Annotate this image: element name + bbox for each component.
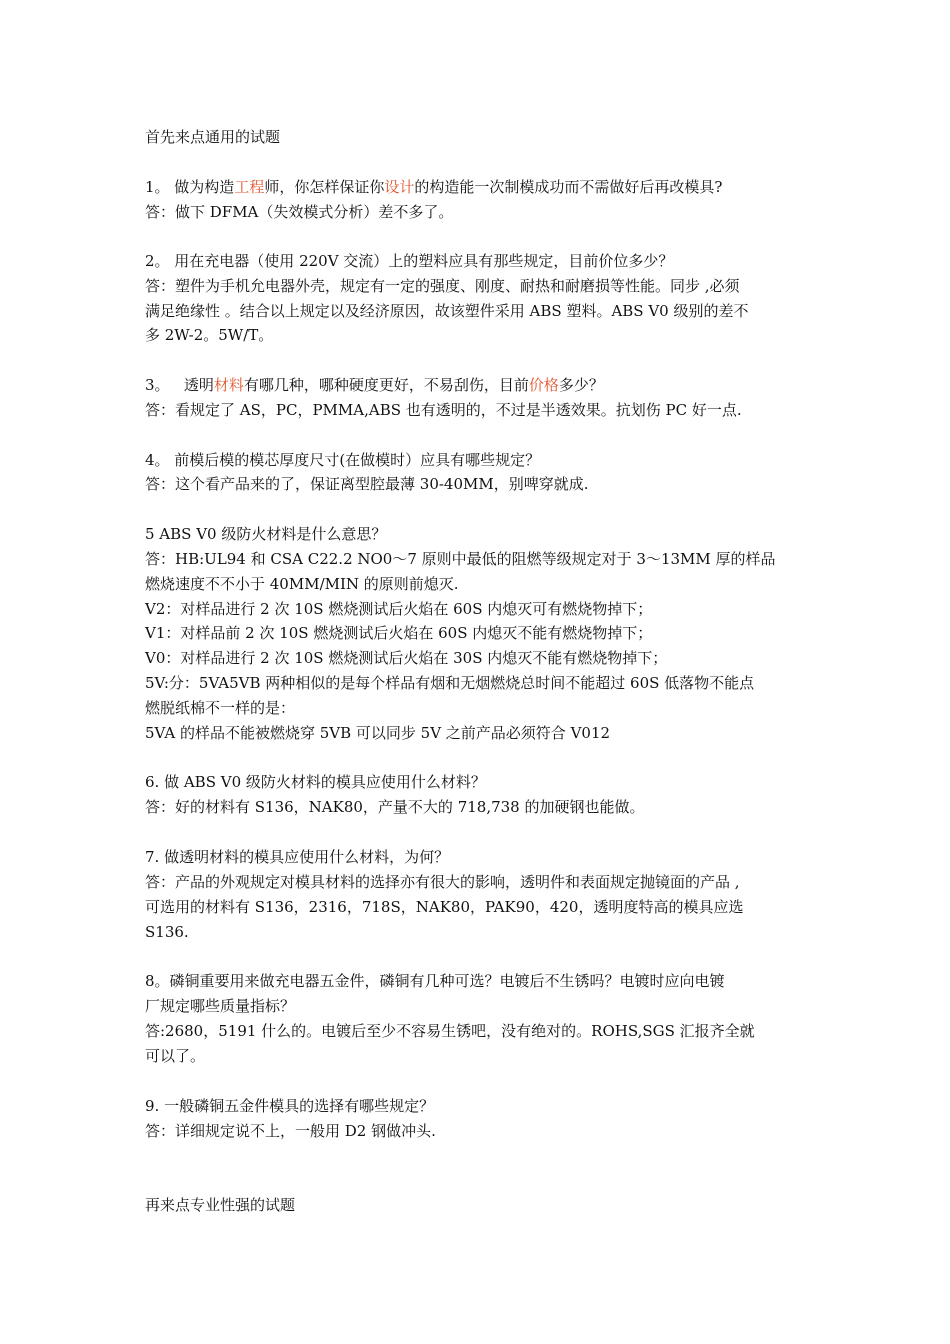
question-6: 6. 做 ABS V0 级防火材料的模具应使用什么材料？ bbox=[145, 773, 486, 791]
q3-part-3: 多少？ bbox=[558, 376, 604, 394]
question-4: 4。 前模后模的模芯厚度尺寸(在做模时）应具有哪些规定？ bbox=[145, 451, 541, 469]
q3-part-1: 3。 透明 bbox=[145, 376, 214, 394]
answer-7-line-3: S136. bbox=[145, 923, 189, 941]
question-8-line-2: 厂规定哪些质量指标？ bbox=[145, 997, 296, 1015]
answer-8-line-1: 答:2680，5191 什么的。电镀后至少不容易生锈吧，没有绝对的。ROHS,SGS 汇报齐全就 bbox=[145, 1022, 755, 1040]
answer-1: 答：做下 DFMA（失效模式分析）差不多了。 bbox=[145, 203, 454, 221]
answer-5-line-8: 5VA 的样品不能被燃烧穿 5VB 可以同步 5V 之前产品必须符合 V012 bbox=[145, 724, 611, 742]
answer-4: 答：这个看产品来的了，保证离型腔最薄 30-40MM，别啤穿就成. bbox=[145, 475, 589, 493]
answer-2-line-1: 答：塑件为手机允电器外壳，规定有一定的强度、刚度、耐热和耐磨损等性能。同步 ,必须 bbox=[145, 277, 740, 295]
answer-7-line-2: 可选用的材料有 S136，2316，718S，NAK80，PAK90，420，透明度特高的模具应选 bbox=[145, 898, 744, 916]
answer-8-line-2: 可以了。 bbox=[145, 1047, 206, 1065]
q1-part-1: 1。 做为构造 bbox=[145, 178, 235, 196]
answer-5-line-4: V1：对样品前 2 次 10S 燃烧测试后火焰在 60S 内熄灭不能有燃烧物掉下； bbox=[145, 624, 653, 642]
question-1 bbox=[145, 175, 815, 199]
answer-3: 答：看规定了 AS，PC，PMMA,ABS 也有透明的，不过是半透效果。抗划伤 PC 好一点. bbox=[145, 401, 742, 419]
question-7: 7. 做透明材料的模具应使用什么材料，为何？ bbox=[145, 848, 450, 866]
answer-7-line-1: 答：产品的外观规定对模具材料的选择亦有很大的影响，透明件和表面规定抛镜面的产品 , bbox=[145, 873, 740, 891]
question-9: 9. 一般磷铜五金件模具的选择有哪些规定？ bbox=[145, 1097, 435, 1115]
answer-5-line-5: V0：对样品进行 2 次 10S 燃烧测试后火焰在 30S 内熄灭不能有燃烧物掉下； bbox=[145, 649, 668, 667]
answer-5-line-7: 燃脱纸棉不一样的是： bbox=[145, 699, 296, 717]
answer-5-line-2: 燃烧速度不不小于 40MM/MIN 的原则前熄灭. bbox=[145, 575, 459, 593]
question-5: 5 ABS V0 级防火材料是什么意思？ bbox=[145, 525, 387, 543]
answer-9: 答：详细规定说不上，一般用 D2 钢做冲头. bbox=[145, 1122, 436, 1140]
outro-heading: 再来点专业性强的试题 bbox=[145, 1196, 296, 1214]
link-design[interactable]: 设计 bbox=[384, 178, 415, 196]
intro-heading: 首先来点通用的试题 bbox=[145, 128, 281, 146]
q1-part-2: 师，你怎样保证你 bbox=[264, 178, 385, 196]
link-price[interactable]: 价格 bbox=[528, 376, 559, 394]
question-3 bbox=[145, 373, 815, 397]
link-engineering[interactable]: 工程 bbox=[234, 178, 265, 196]
answer-6: 答：好的材料有 S136，NAK80，产量不大的 718,738 的加硬钢也能做。 bbox=[145, 798, 645, 816]
answer-2-line-2: 满足绝缘性 。结合以上规定以及经济原因，故该塑件采用 ABS 塑料。ABS V0 级别的差不 bbox=[145, 302, 749, 320]
q3-part-2: 有哪几种，哪种硬度更好，不易刮伤，目前 bbox=[243, 376, 529, 394]
question-2: 2。 用在充电器（使用 220V 交流）上的塑料应具有那些规定，目前价位多少？ bbox=[145, 252, 674, 270]
link-material[interactable]: 材料 bbox=[213, 376, 244, 394]
answer-5-line-6: 5V:分：5VA5VB 两种相似的是每个样品有烟和无烟燃烧总时间不能超过 60S 低落物不能点 bbox=[145, 674, 755, 692]
question-8-line-1: 8。磷铜重要用来做充电器五金件，磷铜有几种可选？电镀后不生锈吗？电镀时应向电镀 bbox=[145, 972, 725, 990]
answer-5-line-1: 答：HB:UL94 和 CSA C22.2 NO0～7 原则中最低的阻燃等级规定对于 3～13MM 厚的样品 bbox=[145, 550, 776, 568]
answer-2-line-3: 多 2W-2。5W/T。 bbox=[145, 326, 274, 344]
answer-5-line-3: V2：对样品进行 2 次 10S 燃烧测试后火焰在 60S 内熄灭可有燃烧物掉下； bbox=[145, 600, 653, 618]
q1-part-3: 的构造能一次制模成功而不需做好后再改模具? bbox=[414, 178, 723, 196]
